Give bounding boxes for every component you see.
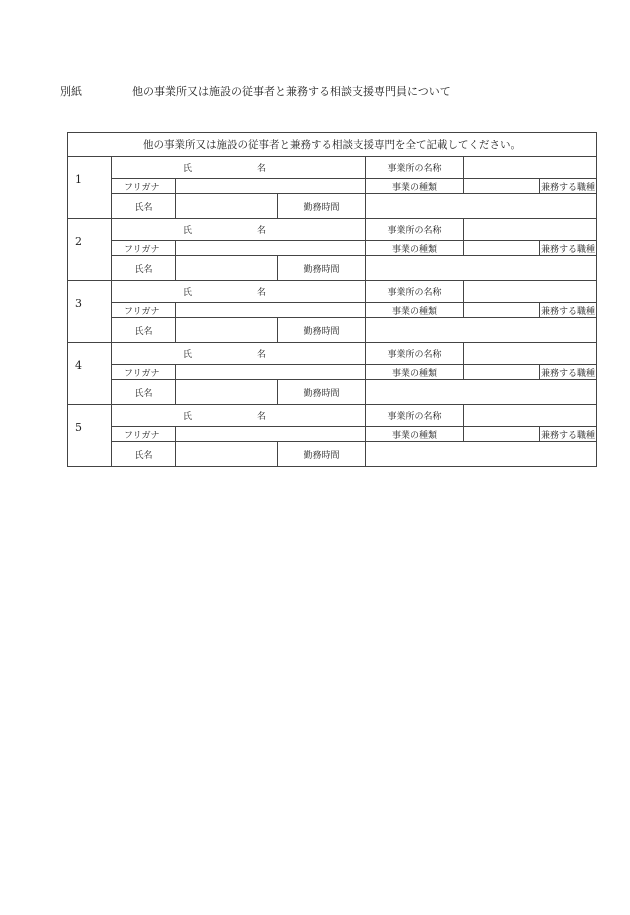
concurrent-job-label: 兼務する職種 [540, 241, 597, 256]
working-hours-label: 勤務時間 [278, 194, 366, 219]
name-label: 氏名 [112, 442, 176, 467]
name-header-label: 氏 名 [182, 350, 294, 360]
name-header-cell [112, 157, 366, 179]
entry-row [68, 256, 597, 281]
entry-row [68, 365, 597, 380]
entry-row [68, 318, 597, 343]
table-instruction: 他の事業所又は施設の従事者と兼務する相談支援専門を全て記載してください。 [68, 133, 597, 157]
office-name-label: 事業所の名称 [366, 219, 464, 241]
name-header-cell [112, 405, 366, 427]
furigana-label: フリガナ [112, 427, 176, 442]
office-name-label: 事業所の名称 [366, 157, 464, 179]
business-type-field[interactable] [464, 427, 540, 442]
office-name-label: 事業所の名称 [366, 281, 464, 303]
business-type-label: 事業の種類 [366, 179, 464, 194]
concurrent-staff-table [67, 132, 597, 467]
office-name-field[interactable] [464, 219, 597, 241]
name-header-cell [112, 281, 366, 303]
working-hours-field[interactable] [366, 256, 597, 281]
business-type-label: 事業の種類 [366, 365, 464, 380]
entry-row [68, 219, 597, 241]
name-label: 氏名 [112, 380, 176, 405]
name-header-label: 氏 名 [182, 288, 294, 298]
office-name-field[interactable] [464, 157, 597, 179]
furigana-field[interactable] [176, 365, 366, 380]
working-hours-label: 勤務時間 [278, 442, 366, 467]
name-label: 氏名 [112, 194, 176, 219]
business-type-field[interactable] [464, 365, 540, 380]
concurrent-job-label: 兼務する職種 [540, 365, 597, 380]
entry-row [68, 303, 597, 318]
furigana-label: フリガナ [112, 303, 176, 318]
office-name-field[interactable] [464, 405, 597, 427]
document-heading [60, 83, 451, 99]
working-hours-label: 勤務時間 [278, 318, 366, 343]
entry-row [68, 241, 597, 256]
name-label: 氏名 [112, 256, 176, 281]
entry-row [68, 157, 597, 179]
document-title: 他の事業所又は施設の従事者と兼務する相談支援専門員について [132, 85, 451, 98]
name-field[interactable] [176, 442, 278, 467]
business-type-field[interactable] [464, 303, 540, 318]
working-hours-field[interactable] [366, 194, 597, 219]
name-header-label: 氏 名 [182, 164, 294, 174]
name-field[interactable] [176, 318, 278, 343]
entry-number: 4 [68, 343, 112, 405]
name-field[interactable] [176, 256, 278, 281]
entry-number: 2 [68, 219, 112, 281]
business-type-label: 事業の種類 [366, 241, 464, 256]
furigana-label: フリガナ [112, 365, 176, 380]
business-type-label: 事業の種類 [366, 427, 464, 442]
working-hours-label: 勤務時間 [278, 256, 366, 281]
furigana-field[interactable] [176, 427, 366, 442]
concurrent-job-label: 兼務する職種 [540, 179, 597, 194]
concurrent-job-label: 兼務する職種 [540, 303, 597, 318]
entry-row [68, 442, 597, 467]
office-name-field[interactable] [464, 281, 597, 303]
entry-number: 3 [68, 281, 112, 343]
name-header-label: 氏 名 [182, 412, 294, 422]
entry-row [68, 281, 597, 303]
furigana-label: フリガナ [112, 179, 176, 194]
office-name-label: 事業所の名称 [366, 405, 464, 427]
entry-row [68, 194, 597, 219]
furigana-field[interactable] [176, 179, 366, 194]
working-hours-field[interactable] [366, 380, 597, 405]
entry-row [68, 405, 597, 427]
office-name-field[interactable] [464, 343, 597, 365]
entry-number: 1 [68, 157, 112, 219]
furigana-field[interactable] [176, 241, 366, 256]
entry-row [68, 380, 597, 405]
business-type-field[interactable] [464, 179, 540, 194]
entry-row [68, 179, 597, 194]
entry-number: 5 [68, 405, 112, 467]
furigana-field[interactable] [176, 303, 366, 318]
name-header-label: 氏 名 [182, 226, 294, 236]
name-header-cell [112, 219, 366, 241]
concurrent-job-label: 兼務する職種 [540, 427, 597, 442]
business-type-field[interactable] [464, 241, 540, 256]
office-name-label: 事業所の名称 [366, 343, 464, 365]
working-hours-field[interactable] [366, 318, 597, 343]
attachment-label: 別紙 [60, 85, 82, 98]
name-field[interactable] [176, 194, 278, 219]
business-type-label: 事業の種類 [366, 303, 464, 318]
furigana-label: フリガナ [112, 241, 176, 256]
name-label: 氏名 [112, 318, 176, 343]
entry-row [68, 343, 597, 365]
working-hours-field[interactable] [366, 442, 597, 467]
name-header-cell [112, 343, 366, 365]
working-hours-label: 勤務時間 [278, 380, 366, 405]
name-field[interactable] [176, 380, 278, 405]
entry-row [68, 427, 597, 442]
